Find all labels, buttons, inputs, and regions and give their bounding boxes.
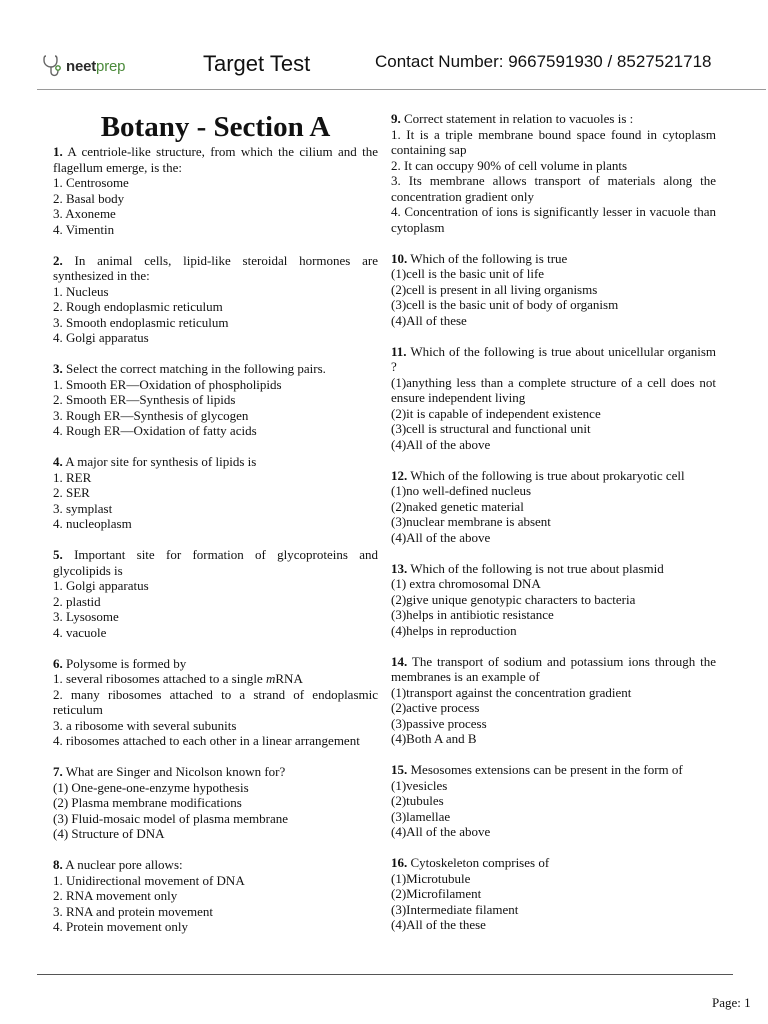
answer-option: (2)active process [391,700,480,715]
page-header [0,0,768,92]
question-text: In animal cells, lipid-like steroidal hormones are synthesized in the: [53,252,379,283]
answer-option: (4)helps in reproduction [391,622,517,638]
question-stem [391,855,716,871]
neetprep-logo [42,52,125,80]
answer-option: (4)All of the these [391,917,486,932]
answer-option: (4)All of the above [391,824,491,839]
footer-divider [37,974,733,975]
question-number: 16. [391,855,408,870]
question-stem [53,764,378,780]
question-stem [391,344,716,375]
answer-option: 3. Smooth endoplasmic reticulum [53,314,229,330]
answer-option: 4. nucleoplasm [53,516,132,531]
right-column [391,111,716,948]
answer-option: 2. It can occupy 90% of cell volume in plants [391,157,628,173]
answer-option: 1. Nucleus [53,283,109,299]
answer-option: (3)cell is the basic unit of body of organism [391,297,619,312]
answer-option: (2)give unique genotypic characters to bacteria [391,591,636,607]
question-item [391,855,716,933]
answer-option: (2)tubules [391,793,444,808]
question-item [53,656,378,749]
answer-option: (1) extra chromosomal DNA [391,576,541,591]
answer-option: 3. RNA and protein movement [53,903,213,919]
answer-option: 2. Smooth ER—Synthesis of lipids [53,392,236,407]
answer-option: (3)Intermediate filament [391,901,519,917]
question-number: 10. [391,250,408,266]
question-item [53,857,378,935]
question-stem [53,144,378,175]
question-text: A nuclear pore allows: [65,857,183,872]
left-column [53,110,378,950]
answer-option: 2. RNA movement only [53,888,178,903]
answer-option: (3)cell is structural and functional unit [391,421,591,436]
question-item [391,111,716,235]
answer-option: 2. plastid [53,593,101,609]
question-number: 12. [391,467,408,483]
question-text: A centriole-like structure, from which the cilium and the flagellum emerge, is the: [53,144,378,175]
question-text: Correct statement in relation to vacuoles is : [404,111,634,126]
question-text: Which of the following is not true about plasmid [410,560,664,576]
answer-option: (4) Structure of DNA [53,826,165,841]
question-number: 7. [53,764,63,779]
answer-option: 3. Rough ER—Synthesis of glycogen [53,407,249,423]
question-item [391,762,716,840]
question-number: 15. [391,762,408,777]
answer-option: 2. Basal body [53,190,125,206]
question-number: 2. [53,252,63,268]
answer-option: (2) Plasma membrane modifications [53,795,242,810]
stethoscope-icon [42,53,64,79]
question-item [391,251,716,329]
question-stem [391,468,716,484]
answer-option: 4. ribosomes attached to each other in a linear arrangement [53,733,360,748]
answer-option: 3. symplast [53,500,113,516]
question-item [391,654,716,747]
question-number: 9. [391,111,401,126]
answer-option: (4)All of these [391,312,467,328]
answer-option: 4. Rough ER—Oxidation of fatty acids [53,423,257,438]
answer-option: 3. Axoneme [53,206,116,221]
logo-word-neet: neet [66,57,97,75]
answer-option: 3. a ribosome with several subunits [53,717,237,733]
question-text: The transport of sodium and potassium ions through the membranes is an example of [391,653,716,684]
question-text: Important site for formation of glycoproteins and glycolipids is [53,547,378,578]
answer-option: (1)cell is the basic unit of life [391,266,545,281]
answer-option: (4)All of the above [391,436,491,452]
answer-option: 4. Golgi apparatus [53,330,149,345]
answer-option: 1. Smooth ER—Oxidation of phospholipids [53,376,282,392]
answer-option: 1. RER [53,469,92,485]
page-number: Page: 1 [712,995,751,1010]
answer-option: (3) Fluid-mosaic model of plasma membrane [53,810,289,826]
question-stem [53,454,378,470]
answer-option: (2)it is capable of independent existence [391,405,601,421]
question-text: Cytoskeleton comprises of [410,855,550,870]
contact-number: Contact Number: 9667591930 / 8527521718 [375,52,712,71]
question-text: Polysome is formed by [66,655,187,671]
question-number: 6. [53,655,63,671]
section-title: Botany - Section A [100,111,331,143]
answer-option: (3)helps in antibiotic resistance [391,607,554,622]
answer-option: (1)transport against the concentration gradient [391,684,632,700]
answer-option: 4. Concentration of ions is significantly lesser in vacuole than cytoplasm [391,204,716,235]
answer-option: 4. Vimentin [53,221,115,237]
answer-option: 1. It is a triple membrane bound space found in cytoplasm containing sap [391,126,716,157]
question-number: 1. [53,144,63,159]
answer-option: 1. Centrosome [53,175,129,190]
question-stem [391,654,716,685]
question-number: 13. [391,560,408,576]
answer-option: (1)vesicles [391,777,448,793]
logo-word-prep: prep [96,57,126,75]
question-stem [391,762,716,778]
question-stem [53,547,378,578]
question-stem [53,656,378,672]
question-item [53,547,378,640]
question-text: Mesosomes extensions can be present in the form of [410,762,683,777]
question-number: 4. [53,454,63,469]
answer-option: 1. Unidirectional movement of DNA [53,872,245,888]
question-number: 3. [53,361,63,376]
answer-option: (1)anything less than a complete structure of a cell does not ensure independent living [391,374,716,405]
answer-option: (4)All of the above [391,529,491,545]
question-text: Which of the following is true about unicellular organism ? [391,343,716,374]
question-text: Select the correct matching in the following pairs. [66,361,326,376]
question-item [53,361,378,439]
question-item [53,454,378,532]
question-text: A major site for synthesis of lipids is [65,454,257,469]
question-item [391,344,716,453]
question-number: 5. [53,547,63,562]
question-number: 11. [391,343,407,359]
answer-option: (2)naked genetic material [391,498,524,514]
question-item [391,561,716,639]
question-item [391,468,716,546]
question-text: Which of the following is true about prokaryotic cell [410,467,685,483]
question-item [53,764,378,842]
test-title: Target Test [203,51,311,76]
answer-option: 2. Rough endoplasmic reticulum [53,299,223,314]
answer-option: (3)lamellae [391,808,451,824]
question-stem [391,561,716,577]
question-item [53,253,378,346]
answer-option: (3)nuclear membrane is absent [391,514,551,529]
answer-option: (3)passive process [391,715,487,731]
answer-option: (2)cell is present in all living organisms [391,281,598,297]
answer-option: 1. Golgi apparatus [53,578,149,593]
header-divider [37,89,766,90]
answer-option: (2)Microfilament [391,886,482,901]
question-number: 8. [53,857,63,872]
question-text: Which of the following is true [410,250,568,266]
answer-option: 3. Its membrane allows transport of materials along the concentration gradient only [391,173,716,204]
answer-option: 2. SER [53,485,90,500]
answer-option: 1. several ribosomes attached to a single mRNA [53,671,303,686]
question-stem [53,361,378,377]
question-item [53,144,378,237]
answer-option: (1)Microtubule [391,870,471,886]
answer-option: (1)no well-defined nucleus [391,483,532,498]
question-stem [391,251,716,267]
answer-option: 4. Protein movement only [53,919,189,934]
question-text: What are Singer and Nicolson known for? [65,764,286,779]
answer-option: 4. vacuole [53,624,107,640]
question-stem [53,253,378,284]
question-stem [53,857,378,873]
answer-option: 3. Lysosome [53,609,119,624]
answer-option: (4)Both A and B [391,731,477,746]
answer-option: 2. many ribosomes attached to a strand of endoplasmic reticulum [53,686,378,717]
answer-option: (1) One-gene-one-enzyme hypothesis [53,779,249,795]
question-stem [391,111,716,127]
question-number: 14. [391,653,408,669]
